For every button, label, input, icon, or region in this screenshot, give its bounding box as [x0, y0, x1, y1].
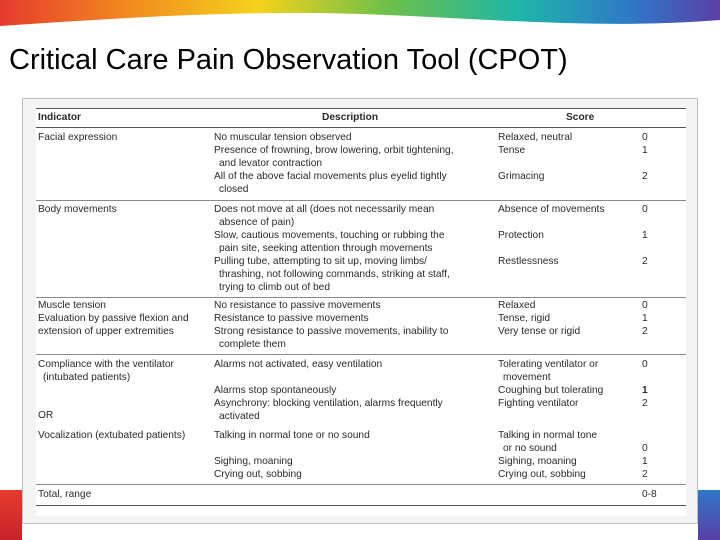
indicator-body: Body movements [38, 204, 117, 215]
vent-desc-2: Asynchrony: blocking ventilation, alarms frequently [214, 398, 443, 409]
muscle-desc-3: complete them [219, 339, 286, 350]
facial-desc-4: closed [219, 184, 249, 195]
vent-score-3: 0 [642, 443, 648, 454]
body-score-1: 1 [642, 230, 648, 241]
body-label-0: Absence of movements [498, 204, 605, 215]
vent-label-2: Coughing but tolerating [498, 385, 604, 396]
body-desc-1: absence of pain) [219, 217, 295, 228]
muscle-score-0: 0 [642, 300, 648, 311]
body-desc-0: Does not move at all (does not necessarily mean [214, 204, 435, 215]
body-desc-6: trying to climb out of bed [219, 282, 330, 293]
vent-desc-0: Alarms not activated, easy ventilation [214, 359, 383, 370]
row-divider [36, 200, 686, 201]
vent-label-4: Talking in normal tone [498, 430, 598, 441]
body-label-1: Protection [498, 230, 544, 241]
vent-desc-5: Sighing, moaning [214, 456, 293, 467]
muscle-desc-2: Strong resistance to passive movements, inability to [214, 326, 449, 337]
cpot-table-inner [36, 108, 686, 516]
row-divider [36, 297, 686, 298]
muscle-desc-0: No resistance to passive movements [214, 300, 381, 311]
muscle-score-1: 1 [642, 313, 648, 324]
header-score: Score [566, 112, 595, 123]
vent-score-1: 1 [642, 385, 648, 396]
body-score-2: 2 [642, 256, 648, 267]
total-score: 0-8 [642, 489, 657, 500]
body-desc-3: pain site, seeking attention through movements [219, 243, 433, 254]
facial-label-1: Tense [498, 145, 526, 156]
muscle-label-1: Tense, rigid [498, 313, 551, 324]
vent-desc-4: Talking in normal tone or no sound [214, 430, 370, 441]
muscle-score-2: 2 [642, 326, 648, 337]
facial-score-2: 2 [642, 171, 648, 182]
header-description: Description [322, 112, 379, 123]
vent-label-3: Fighting ventilator [498, 398, 579, 409]
indicator-facial: Facial expression [38, 132, 118, 143]
indicator-total: Total, range [38, 489, 92, 500]
facial-score-1: 1 [642, 145, 648, 156]
facial-desc-1: Presence of frowning, brow lowering, orbit tightening, [214, 145, 454, 156]
vent-score-2: 2 [642, 398, 648, 409]
vent-label-0: Tolerating ventilator or [498, 359, 599, 370]
body-desc-2: Slow, cautious movements, touching or rubbing the [214, 230, 445, 241]
slide-title: Critical Care Pain Observation Tool (CPOT) [9, 44, 568, 76]
indicator-muscle-0: Muscle tension [38, 300, 106, 311]
facial-label-2: Grimacing [498, 171, 545, 182]
body-score-0: 0 [642, 204, 648, 215]
row-divider [36, 354, 686, 355]
vent-score-0: 0 [642, 359, 648, 370]
right-accent-strip [698, 490, 720, 540]
table-header-row [36, 108, 686, 128]
facial-desc-3: All of the above facial movements plus eyelid tightly [214, 171, 447, 182]
body-desc-5: thrashing, not following commands, striking at staff, [219, 269, 450, 280]
cpot-table-card [22, 98, 698, 524]
indicator-muscle-1: Evaluation by passive flexion and [38, 313, 189, 324]
vent-desc-3: activated [219, 411, 260, 422]
muscle-desc-1: Resistance to passive movements [214, 313, 369, 324]
facial-desc-0: No muscular tension observed [214, 132, 352, 143]
indicator-vent-0: Compliance with the ventilator [38, 359, 174, 370]
body-desc-4: Pulling tube, attempting to sit up, moving limbs/ [214, 256, 427, 267]
facial-label-0: Relaxed, neutral [498, 132, 573, 143]
left-accent-strip [0, 490, 22, 540]
indicator-muscle-2: extension of upper extremities [38, 326, 174, 337]
muscle-label-2: Very tense or rigid [498, 326, 581, 337]
indicator-vent-or: OR [38, 410, 54, 421]
muscle-label-0: Relaxed [498, 300, 536, 311]
vent-label-1: movement [503, 372, 551, 383]
vent-desc-1: Alarms stop spontaneously [214, 385, 337, 396]
facial-desc-2: and levator contraction [219, 158, 323, 169]
indicator-vent-1: (intubated patients) [43, 372, 131, 383]
vent-label-7: Crying out, sobbing [498, 469, 586, 480]
vent-score-5: 2 [642, 469, 648, 480]
vent-desc-6: Crying out, sobbing [214, 469, 302, 480]
row-divider [36, 484, 686, 485]
vent-label-6: Sighing, moaning [498, 456, 577, 467]
body-label-2: Restlessness [498, 256, 559, 267]
facial-score-0: 0 [642, 132, 648, 143]
vent-label-5: or no sound [503, 443, 557, 454]
table-bottom-rule [36, 505, 686, 506]
indicator-vent-3: Vocalization (extubated patients) [38, 430, 186, 441]
header-indicator: Indicator [38, 112, 82, 123]
vent-score-4: 1 [642, 456, 648, 467]
header-wave-decoration [0, 0, 720, 48]
